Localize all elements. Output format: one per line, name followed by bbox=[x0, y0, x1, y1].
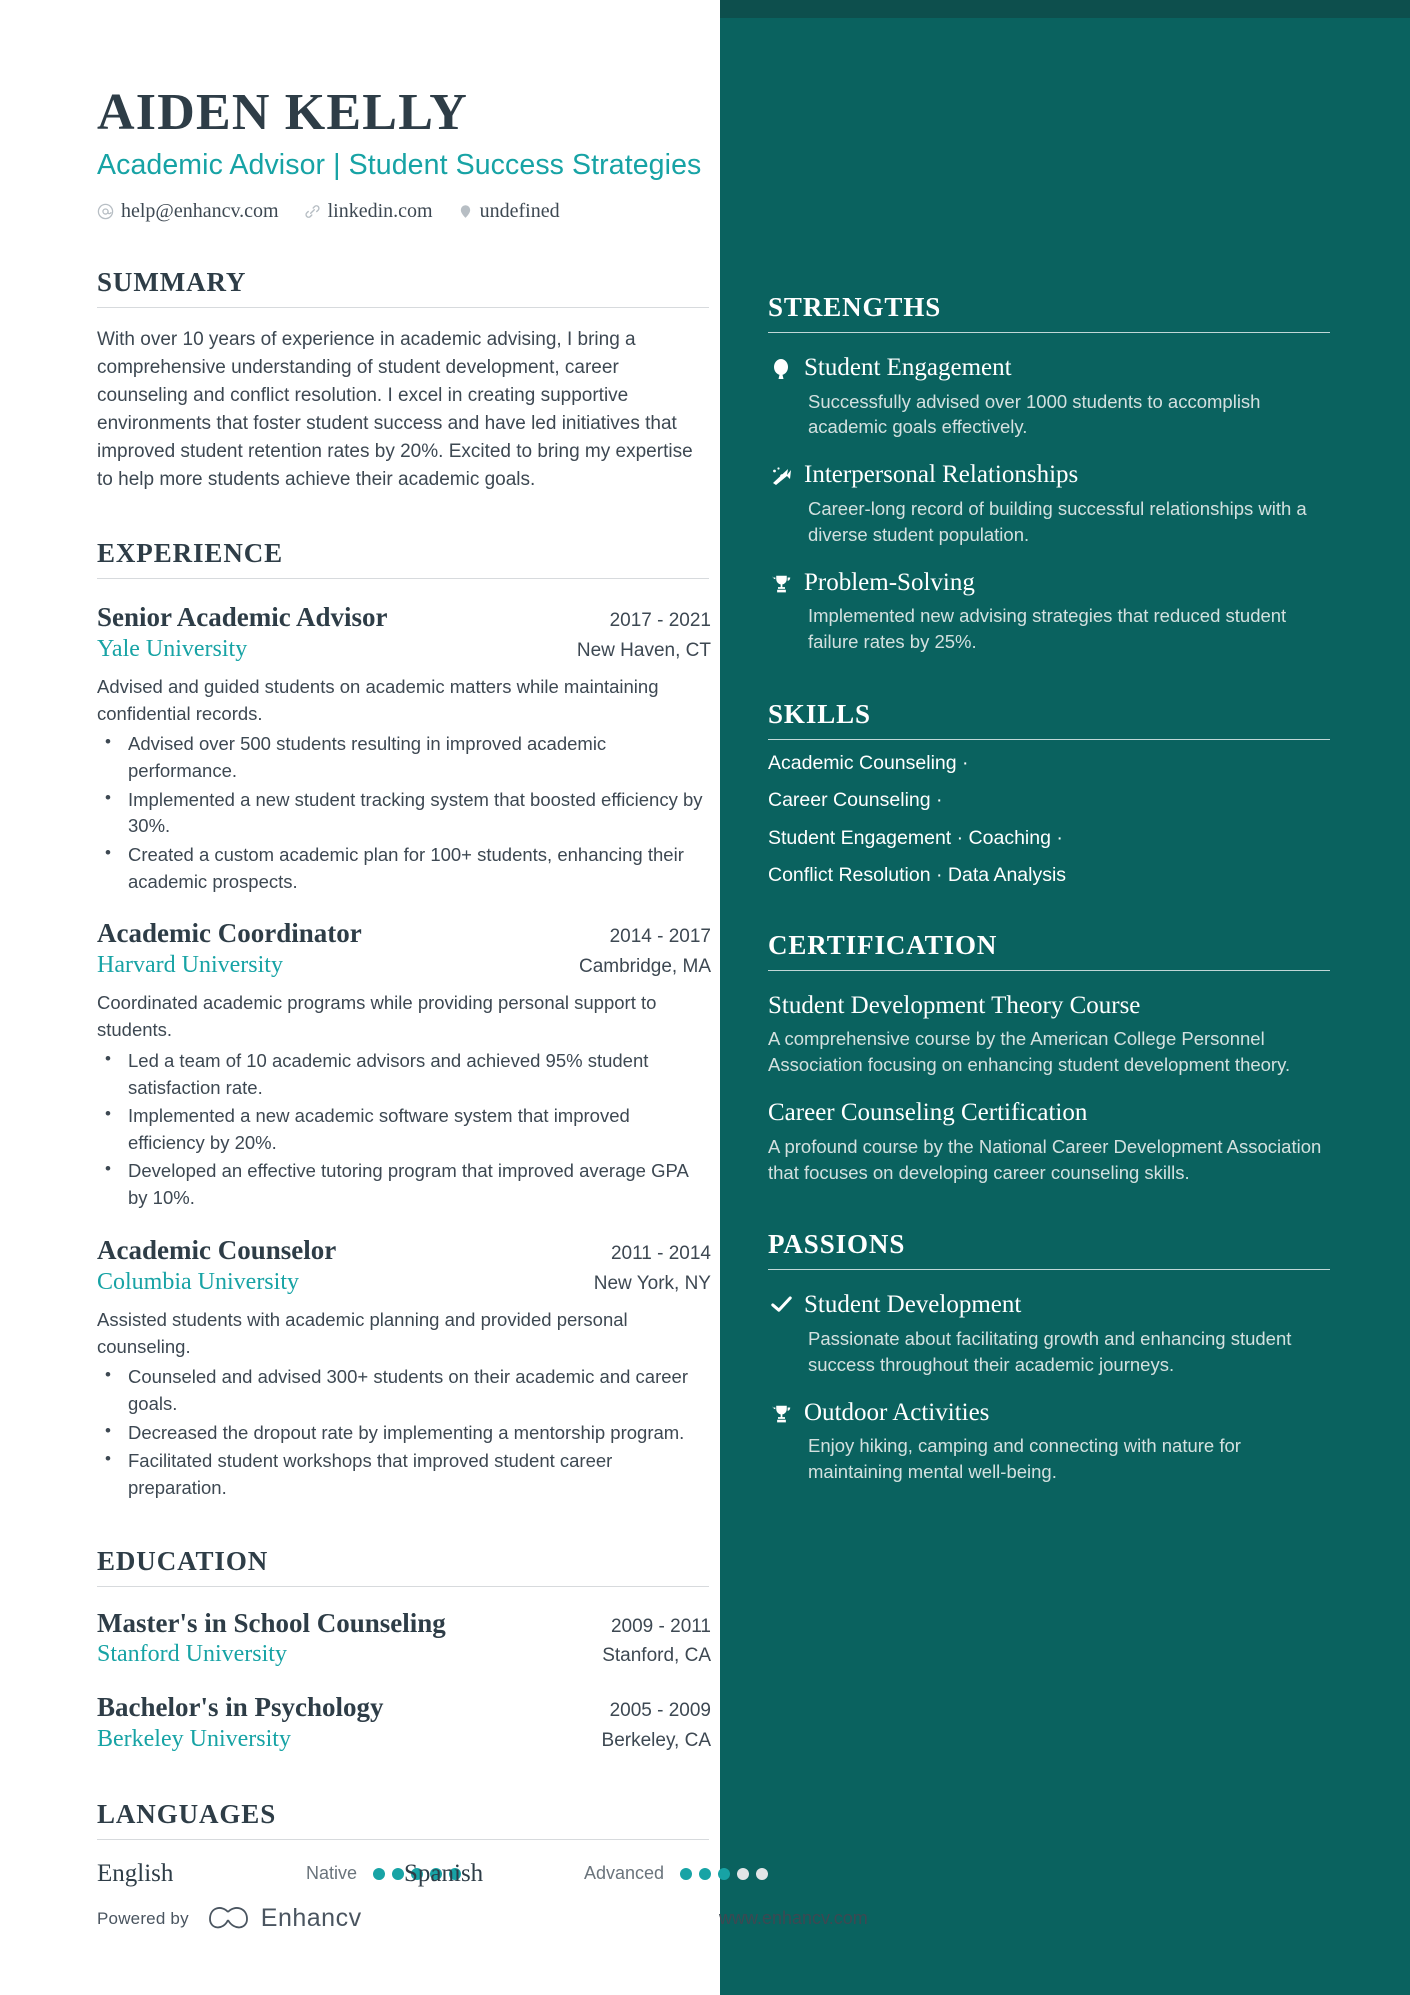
rating-dot bbox=[756, 1868, 768, 1880]
languages-title: LANGUAGES bbox=[97, 1798, 277, 1829]
trophy-icon bbox=[768, 1398, 794, 1425]
education-date: 2009 - 2011 bbox=[610, 1615, 711, 1637]
strength-item bbox=[768, 568, 1330, 655]
trophy-icon bbox=[768, 568, 794, 595]
strength-description: Career-long record of building successful relationships with a diverse student population. bbox=[808, 497, 1307, 545]
rating-dot bbox=[718, 1868, 730, 1880]
experience-section bbox=[97, 538, 720, 1502]
skill-line: Academic Counseling · bbox=[768, 751, 969, 774]
rating-dot bbox=[373, 1868, 385, 1880]
strength-item bbox=[768, 460, 1330, 547]
certification-description: A profound course by the National Career Development Association that focuses on developing career counseling skills. bbox=[768, 1135, 1322, 1183]
contact-location-text: undefined bbox=[479, 200, 560, 223]
strength-item bbox=[768, 353, 1330, 440]
summary-title: SUMMARY bbox=[97, 267, 247, 298]
experience-date: 2017 - 2021 bbox=[609, 609, 711, 631]
rating-dot bbox=[737, 1868, 749, 1880]
rating-dot bbox=[392, 1868, 404, 1880]
experience-description: Coordinated academic programs while providing personal support to students. bbox=[97, 992, 657, 1041]
experience-location: Cambridge, MA bbox=[579, 956, 711, 978]
contact-location[interactable] bbox=[458, 200, 560, 223]
experience-description: Assisted students with academic planning and provided personal counseling. bbox=[97, 1308, 628, 1357]
language-name: English bbox=[97, 1859, 174, 1887]
experience-bullets bbox=[97, 731, 711, 895]
certification-section bbox=[768, 930, 1330, 1186]
education-section bbox=[97, 1546, 720, 1755]
bullet-item: • Created a custom academic plan for 100+ students, enhancing their academic prospects. bbox=[97, 842, 711, 895]
experience-description: Advised and guided students on academic matters while maintaining confidential records. bbox=[97, 675, 659, 724]
rating-dot bbox=[699, 1868, 711, 1880]
passions-title: PASSIONS bbox=[768, 1229, 906, 1260]
education-degree: Master's in School Counseling bbox=[97, 1607, 446, 1638]
experience-divider bbox=[97, 578, 709, 579]
enhancv-logo bbox=[206, 1904, 362, 1933]
certification-name: Career Counseling Certification bbox=[768, 1099, 1088, 1127]
email-icon bbox=[97, 203, 114, 220]
education-divider bbox=[97, 1586, 709, 1587]
languages-divider bbox=[97, 1839, 709, 1840]
certification-title: CERTIFICATION bbox=[768, 929, 998, 960]
skills-title: SKILLS bbox=[768, 698, 871, 729]
powered-by-label: Powered by bbox=[97, 1908, 189, 1928]
enhancv-infinity-logo bbox=[206, 1906, 252, 1932]
strength-title: Interpersonal Relationships bbox=[804, 461, 1079, 489]
experience-organization: Yale University bbox=[97, 635, 248, 662]
skill-line: Student Engagement · Coaching · bbox=[768, 826, 1063, 849]
bullet-item: • Implemented a new academic software system that improved efficiency by 20%. bbox=[97, 1103, 711, 1156]
footer-url: www.enhancv.com bbox=[719, 1908, 868, 1928]
certification-name: Student Development Theory Course bbox=[768, 991, 1141, 1019]
certification-description: A comprehensive course by the American College Personnel Association focusing on enhancing student development theory. bbox=[768, 1028, 1291, 1076]
experience-position: Academic Coordinator bbox=[97, 918, 362, 949]
passion-title: Outdoor Activities bbox=[804, 1398, 990, 1426]
strength-description: Implemented new advising strategies that reduced student failure rates by 25%. bbox=[808, 605, 1287, 652]
contact-linkedin[interactable] bbox=[304, 200, 433, 223]
education-entry bbox=[97, 1607, 711, 1671]
languages-section bbox=[97, 1799, 720, 1888]
language-level: Advanced bbox=[583, 1863, 664, 1884]
certification-divider bbox=[768, 970, 1330, 971]
certification-item bbox=[768, 1098, 1330, 1185]
strength-title: Student Engagement bbox=[804, 354, 1012, 381]
arrow-growth-icon bbox=[768, 460, 794, 487]
passions-divider bbox=[768, 1269, 1330, 1270]
certification-item bbox=[768, 991, 1330, 1078]
language-level: Native bbox=[305, 1863, 357, 1884]
experience-entry bbox=[97, 1234, 711, 1502]
language-item bbox=[97, 1860, 404, 1888]
education-school: Stanford University bbox=[97, 1641, 287, 1668]
passion-item bbox=[768, 1398, 1330, 1485]
passions-section bbox=[768, 1229, 1330, 1485]
experience-position: Senior Academic Advisor bbox=[97, 601, 388, 632]
enhancv-wordmark: Enhancv bbox=[260, 1904, 362, 1932]
experience-organization: Columbia University bbox=[97, 1268, 299, 1295]
bullet-item: • Implemented a new student tracking system that boosted efficiency by 30%. bbox=[97, 787, 711, 840]
experience-bullets bbox=[97, 1048, 711, 1212]
education-location: Stanford, CA bbox=[602, 1645, 711, 1667]
passion-description: Enjoy hiking, camping and connecting with nature for maintaining mental well-being. bbox=[808, 1435, 1241, 1483]
summary-divider bbox=[97, 307, 709, 308]
bullet-item: • Developed an effective tutoring program that improved average GPA by 10%. bbox=[97, 1158, 711, 1211]
balloon-icon bbox=[768, 353, 794, 381]
strengths-section bbox=[768, 292, 1330, 655]
bullet-item: • Facilitated student workshops that improved student career preparation. bbox=[97, 1448, 711, 1501]
contact-email-text: help@enhancv.com bbox=[121, 200, 279, 223]
passion-description: Passionate about facilitating growth and enhancing student success throughout their academic journeys. bbox=[808, 1327, 1292, 1375]
strength-title: Problem-Solving bbox=[804, 568, 975, 596]
skills-section bbox=[768, 699, 1330, 886]
language-rating-dots bbox=[680, 1868, 768, 1880]
experience-entry bbox=[97, 601, 711, 896]
sidebar bbox=[720, 0, 1410, 1995]
strength-description: Successfully advised over 1000 students to accomplish academic goals effectively. bbox=[808, 390, 1261, 438]
bullet-item: • Counseled and advised 300+ students on their academic and career goals. bbox=[97, 1364, 711, 1417]
summary-section bbox=[97, 267, 720, 494]
location-pin-icon bbox=[458, 203, 473, 220]
check-icon bbox=[768, 1290, 794, 1313]
experience-location: New York, NY bbox=[593, 1272, 711, 1294]
experience-position: Academic Counselor bbox=[97, 1234, 337, 1265]
link-icon bbox=[304, 203, 321, 220]
skills-divider bbox=[768, 739, 1330, 740]
bullet-item: • Led a team of 10 academic advisors and achieved 95% student satisfaction rate. bbox=[97, 1048, 711, 1101]
experience-date: 2014 - 2017 bbox=[609, 926, 711, 948]
bullet-item: • Decreased the dropout rate by implementing a mentorship program. bbox=[97, 1420, 711, 1447]
skill-line: Conflict Resolution · Data Analysis bbox=[768, 864, 1067, 887]
contact-linkedin-text: linkedin.com bbox=[327, 200, 433, 223]
rating-dot bbox=[680, 1868, 692, 1880]
contact-email[interactable] bbox=[97, 200, 279, 223]
footer bbox=[97, 1904, 868, 1933]
strengths-title: STRENGTHS bbox=[768, 292, 942, 322]
page-title: AIDEN KELLY bbox=[97, 84, 469, 141]
experience-entry bbox=[97, 917, 711, 1212]
strengths-divider bbox=[768, 332, 1330, 333]
skill-line: Career Counseling · bbox=[768, 789, 943, 812]
experience-date: 2011 - 2014 bbox=[610, 1242, 711, 1264]
education-entry bbox=[97, 1691, 711, 1755]
education-location: Berkeley, CA bbox=[601, 1729, 711, 1751]
experience-organization: Harvard University bbox=[97, 952, 283, 979]
education-school: Berkeley University bbox=[97, 1725, 291, 1752]
sidebar-top-strip bbox=[720, 0, 1410, 18]
bullet-item: • Advised over 500 students resulting in improved academic performance. bbox=[97, 731, 711, 784]
summary-text: With over 10 years of experience in academic advising, I bring a comprehensive understanding of student development, career counseling and conflict resolution. I excel in creating supportive environments that foster student success and have led initiatives that improved student retention rates by 20%. Excited to bring my expertise to help more students achieve their academic goals. bbox=[97, 329, 693, 490]
education-date: 2005 - 2009 bbox=[609, 1699, 711, 1721]
experience-bullets bbox=[97, 1364, 711, 1501]
job-role-subtitle: Academic Advisor | Student Success Strategies bbox=[97, 149, 702, 182]
language-item bbox=[404, 1860, 711, 1888]
education-title: EDUCATION bbox=[97, 1545, 269, 1576]
experience-location: New Haven, CT bbox=[576, 639, 711, 661]
passion-title: Student Development bbox=[804, 1291, 1022, 1319]
language-name: Spanish bbox=[404, 1859, 484, 1887]
passion-item bbox=[768, 1290, 1330, 1377]
experience-title: EXPERIENCE bbox=[97, 537, 284, 568]
contact-row bbox=[97, 200, 720, 223]
education-degree: Bachelor's in Psychology bbox=[97, 1691, 384, 1722]
